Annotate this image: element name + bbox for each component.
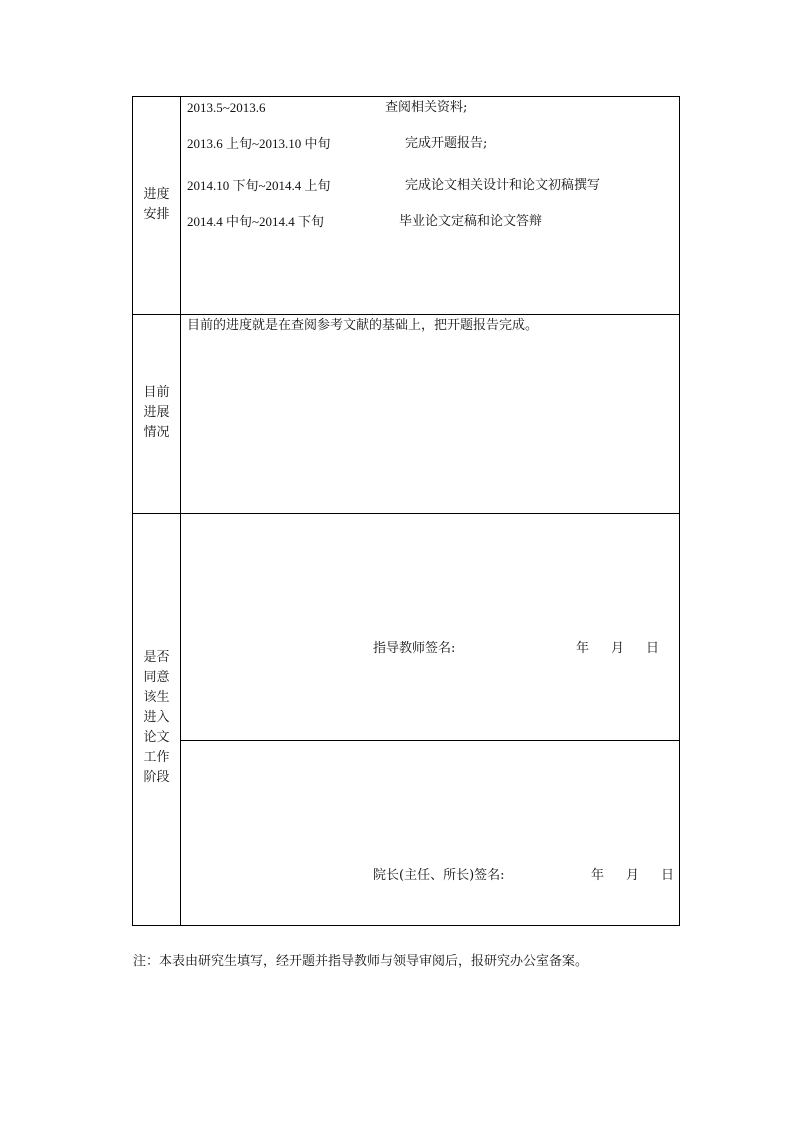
progress-label-line: 情况 bbox=[143, 425, 170, 440]
schedule-task: 完成论文相关设计和论文初稿撰写 bbox=[405, 178, 601, 193]
schedule-period: 2014.10 下旬~2014.4 上旬 bbox=[187, 178, 331, 193]
approval-label-line: 工作 bbox=[143, 750, 170, 765]
approval-label-line: 论文 bbox=[143, 730, 170, 745]
approval-label-line: 同意 bbox=[143, 670, 170, 685]
advisor-date-year: 年 bbox=[576, 641, 590, 656]
row-divider-schedule bbox=[133, 314, 679, 315]
progress-label-line: 目前 bbox=[143, 385, 170, 400]
footnote: 注：本表由研究生填写，经开题并指导教师与领导审阅后，报研究办公室备案。 bbox=[133, 954, 589, 969]
schedule-section-label bbox=[133, 185, 180, 225]
row-divider-progress bbox=[133, 513, 679, 514]
advisor-signature-label: 指导教师签名: bbox=[373, 641, 456, 656]
dean-date-year: 年 bbox=[591, 868, 605, 883]
approval-section-label bbox=[133, 648, 180, 788]
schedule-period: 2014.4 中旬~2014.4 下旬 bbox=[187, 214, 325, 229]
progress-section-label bbox=[133, 383, 180, 443]
dean-signature-label: 院长(主任、所长)签名: bbox=[373, 868, 505, 883]
dean-date-day: 日 bbox=[661, 868, 675, 883]
dean-date-month: 月 bbox=[626, 868, 640, 883]
schedule-task: 毕业论文定稿和论文答辩 bbox=[399, 214, 543, 229]
schedule-period: 2013.5~2013.6 bbox=[187, 100, 266, 115]
approval-label-line: 进入 bbox=[143, 710, 170, 725]
schedule-label-line: 进度 bbox=[143, 187, 170, 202]
approval-label-line: 阶段 bbox=[143, 770, 170, 785]
progress-text: 目前的进度就是在查阅参考文献的基础上，把开题报告完成。 bbox=[187, 318, 539, 333]
schedule-label-line: 安排 bbox=[143, 207, 170, 222]
proposal-form-table bbox=[132, 96, 680, 926]
approval-label-line: 该生 bbox=[143, 690, 170, 705]
advisor-date-month: 月 bbox=[611, 641, 625, 656]
advisor-date-day: 日 bbox=[646, 641, 660, 656]
column-divider bbox=[180, 97, 181, 925]
row-divider-signatures bbox=[180, 740, 679, 741]
schedule-task: 完成开题报告; bbox=[405, 136, 488, 151]
schedule-period: 2013.6 上旬~2013.10 中旬 bbox=[187, 136, 331, 151]
schedule-task: 查阅相关资料; bbox=[385, 100, 468, 115]
progress-label-line: 进展 bbox=[143, 405, 170, 420]
approval-label-line: 是否 bbox=[143, 650, 170, 665]
